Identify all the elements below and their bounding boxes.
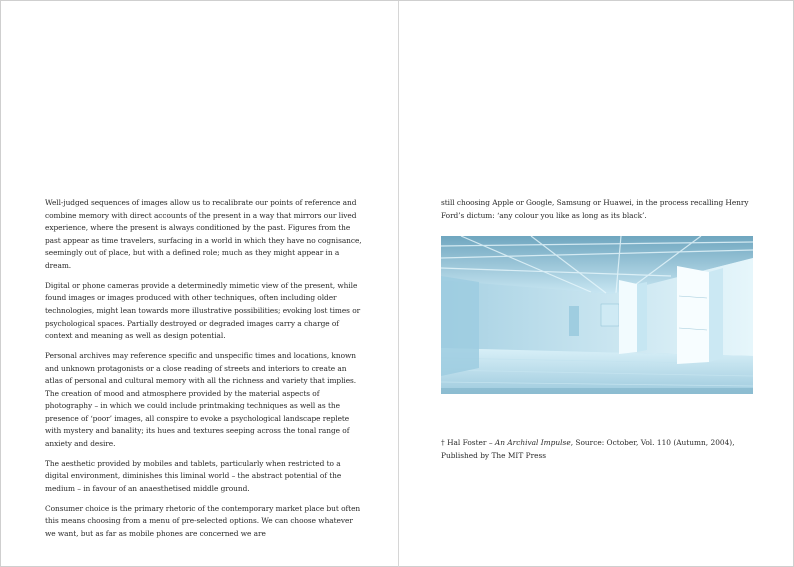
page-gutter	[398, 1, 399, 567]
right-page-body	[441, 197, 771, 222]
paragraph: Consumer choice is the primary rhetoric of the contemporary market place but often this means choosing from a menu of pre-selected options. We can choose whatever we want, but as far as mobile phones are concerned we are	[45, 503, 361, 538]
paragraph: Well-judged sequences of images allow us to recalibrate our points of reference and combine memory with direct accounts of the present in a way that mirrors our lived experience, where the present is always conditioned by the past. Figures from the past appear as time travelers, surfacing in a world in which they have no cognisance, seemingly out of place, but with a defined role; much as they might appear in a dream.	[45, 198, 362, 270]
footnote-marker: †	[441, 438, 445, 447]
footnote-title: An Archival Impulse	[494, 438, 571, 447]
paragraph: Personal archives may reference specific and unspecific times and locations, known and unknown protagonists or a close reading of streets and interiors to create an atlas of personal and cultural memory with all the richness and variety that implies. The creation of mood and atmosphere provided by the material aspects of photography – in which we could include printmaking techniques as well as the presence of ‘poor’ images, all conspire to evoke a psychological landscape replete with mystery and banality; its hues and textures seeping across the tonal range of anxiety and desire.	[45, 350, 357, 449]
installation-photo	[441, 236, 753, 394]
footnote	[441, 437, 771, 462]
paragraph: Digital or phone cameras provide a determinedly mimetic view of the present, while found images or images produced with other techniques, often including older technologies, might lean towards more illustrative possibilities; evoking lost times or psychological spaces. Partially destroyed or degraded images carry a charge of context and meaning as well as design potential.	[45, 280, 361, 341]
footnote-source: , Source: October, Vol. 110 (Autumn, 2004), Published by The MIT Press	[441, 438, 735, 460]
footnote-author: Hal Foster –	[447, 438, 495, 447]
paragraph: The aesthetic provided by mobiles and tablets, particularly when restricted to a digital environment, diminishes this liminal world – the abstract potential of the medium – in favour of an anaesthetised middle ground.	[45, 458, 342, 494]
left-page-body	[45, 197, 363, 548]
paragraph-continuation: still choosing Apple or Google, Samsung or Huawei, in the process recalling Henry Ford’s dictum: ‘any colour you like as long as its black’.	[441, 198, 749, 220]
